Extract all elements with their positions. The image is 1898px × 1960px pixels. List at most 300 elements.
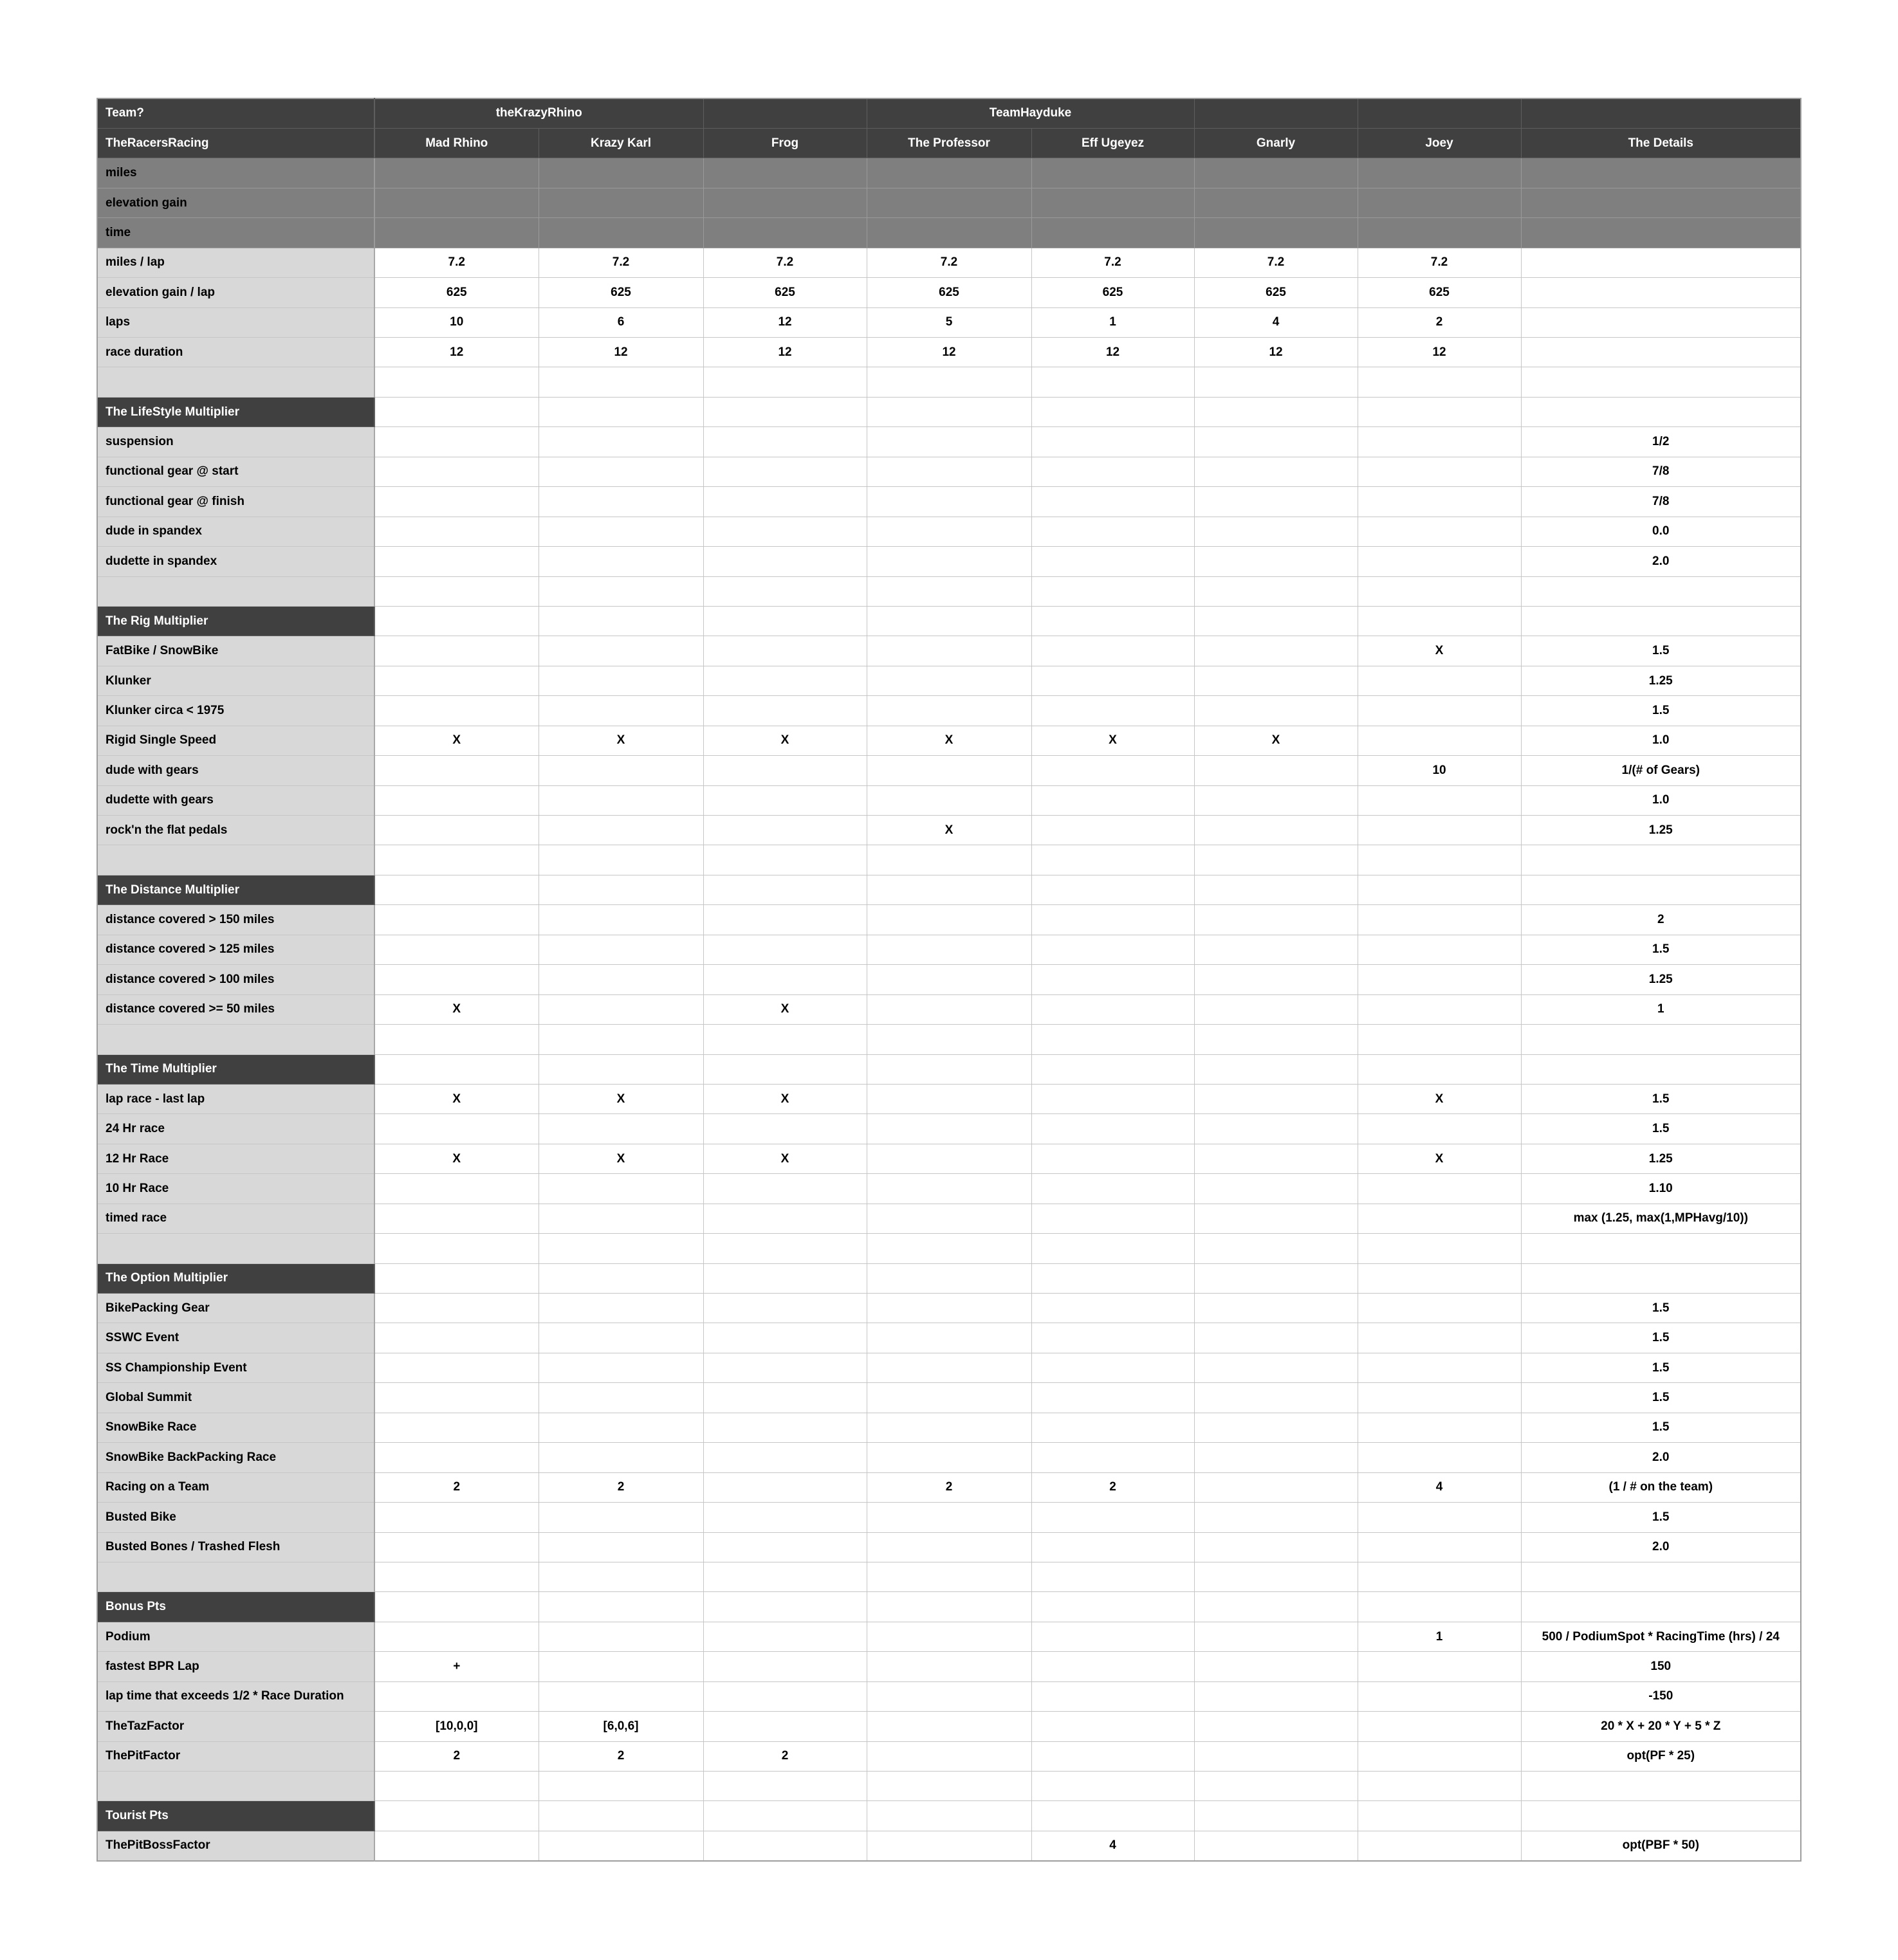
column-header-cell: The Professor <box>867 128 1031 158</box>
details-cell <box>1521 1592 1801 1622</box>
racer-value-cell <box>867 397 1031 426</box>
racer-value-cell <box>703 1323 867 1353</box>
racer-value-cell <box>703 188 867 217</box>
racer-value-cell <box>374 1532 539 1562</box>
row-label: 10 Hr Race <box>97 1174 374 1204</box>
racer-value-cell <box>703 696 867 726</box>
racer-value-cell <box>539 1114 703 1144</box>
details-cell: 1.5 <box>1521 1294 1801 1323</box>
details-cell: 1.5 <box>1521 636 1801 666</box>
racer-value-cell <box>867 1712 1031 1741</box>
racer-value-cell <box>374 1443 539 1472</box>
racer-value-cell <box>703 1294 867 1323</box>
table-row-data <box>97 487 1801 517</box>
section-header-label: The Rig Multiplier <box>97 606 374 636</box>
racer-value-cell <box>1358 188 1521 217</box>
racer-value-cell: 12 <box>539 338 703 367</box>
racer-value-cell: 4 <box>1358 1472 1521 1502</box>
racer-value-cell <box>374 1592 539 1622</box>
racer-value-cell <box>1194 935 1358 964</box>
table-row-data <box>97 1413 1801 1442</box>
racer-value-cell <box>1031 636 1194 666</box>
racer-value-cell <box>1031 845 1194 875</box>
racer-value-cell <box>1358 517 1521 546</box>
racer-value-cell <box>1194 158 1358 188</box>
racer-value-cell <box>1358 1801 1521 1831</box>
table-row-data <box>97 1084 1801 1113</box>
table-body <box>97 158 1801 1861</box>
racer-value-cell <box>703 1413 867 1442</box>
racer-value-cell <box>1358 1741 1521 1771</box>
racer-value-cell <box>703 1234 867 1263</box>
racer-value-cell <box>1031 875 1194 904</box>
details-cell: 150 <box>1521 1652 1801 1681</box>
racer-value-cell <box>703 1353 867 1382</box>
racer-value-cell: 10 <box>374 307 539 337</box>
racer-value-cell <box>1194 845 1358 875</box>
racer-value-cell: 2 <box>539 1472 703 1502</box>
racer-value-cell: 4 <box>1031 1831 1194 1860</box>
racer-value-cell <box>374 218 539 248</box>
racer-value-cell <box>1194 1263 1358 1293</box>
racer-value-cell <box>1031 457 1194 486</box>
team-header-label: Team? <box>97 98 374 128</box>
racer-value-cell <box>539 1443 703 1472</box>
details-cell: 2.0 <box>1521 547 1801 576</box>
details-cell <box>1521 158 1801 188</box>
racer-value-cell <box>374 696 539 726</box>
table-row-data <box>97 1353 1801 1382</box>
racer-value-cell <box>867 1443 1031 1472</box>
racer-value-cell <box>703 517 867 546</box>
table-row-data <box>97 1443 1801 1472</box>
table-row-section <box>97 1801 1801 1831</box>
racer-value-cell <box>539 1681 703 1711</box>
racer-value-cell <box>539 1831 703 1860</box>
table-row-section <box>97 875 1801 904</box>
racer-value-cell: X <box>1031 726 1194 755</box>
row-label: ThePitBossFactor <box>97 1831 374 1860</box>
racer-value-cell <box>539 756 703 785</box>
racer-value-cell <box>539 397 703 426</box>
row-label: lap race - last lap <box>97 1084 374 1113</box>
racer-value-cell <box>1031 1562 1194 1591</box>
details-cell <box>1521 248 1801 277</box>
row-label: rock'n the flat pedals <box>97 816 374 845</box>
racer-value-cell <box>1031 816 1194 845</box>
racer-value-cell <box>703 1025 867 1054</box>
section-header-label: The Time Multiplier <box>97 1054 374 1084</box>
table-row-data <box>97 278 1801 307</box>
table-row-section <box>97 606 1801 636</box>
racer-value-cell <box>374 487 539 517</box>
team-group-cell <box>1194 98 1358 128</box>
racer-value-cell: X <box>374 994 539 1024</box>
racer-value-cell <box>1194 367 1358 397</box>
racer-value-cell <box>1358 1592 1521 1622</box>
table-row-data <box>97 696 1801 726</box>
racer-value-cell: X <box>703 1144 867 1173</box>
details-cell <box>1521 1801 1801 1831</box>
racer-value-cell <box>703 1383 867 1413</box>
racer-value-cell <box>1358 1712 1521 1741</box>
racer-value-cell: 625 <box>1194 278 1358 307</box>
racer-value-cell: 12 <box>374 338 539 367</box>
racer-value-cell <box>1358 1174 1521 1204</box>
racer-value-cell <box>703 397 867 426</box>
racer-value-cell <box>374 1353 539 1382</box>
racer-value-cell <box>1194 696 1358 726</box>
details-cell <box>1521 218 1801 248</box>
table-row-spacer <box>97 1234 1801 1263</box>
racer-value-cell <box>867 1652 1031 1681</box>
table-row-data <box>97 338 1801 367</box>
racer-value-cell <box>867 1622 1031 1651</box>
racer-value-cell <box>867 1054 1031 1084</box>
racer-value-cell: 625 <box>374 278 539 307</box>
table-row-data <box>97 1204 1801 1233</box>
details-cell: max (1.25, max(1,MPHavg/10)) <box>1521 1204 1801 1233</box>
racer-value-cell <box>1358 1353 1521 1382</box>
racer-value-cell <box>1194 1741 1358 1771</box>
details-cell <box>1521 1263 1801 1293</box>
details-cell: 1.5 <box>1521 1383 1801 1413</box>
racer-value-cell <box>1194 1084 1358 1113</box>
racer-value-cell <box>703 905 867 935</box>
racer-value-cell: 2 <box>1031 1472 1194 1502</box>
table-row-data <box>97 1472 1801 1502</box>
racer-value-cell <box>1031 188 1194 217</box>
racer-value-cell <box>1194 1472 1358 1502</box>
table-row-data <box>97 547 1801 576</box>
table-row-band <box>97 188 1801 217</box>
racer-value-cell <box>1194 816 1358 845</box>
row-label: dude with gears <box>97 756 374 785</box>
table-row-data <box>97 1712 1801 1741</box>
racer-value-cell <box>374 1234 539 1263</box>
racer-value-cell <box>539 457 703 486</box>
racer-value-cell <box>867 1353 1031 1382</box>
row-label: Busted Bike <box>97 1503 374 1532</box>
racer-value-cell <box>703 875 867 904</box>
row-label: SnowBike BackPacking Race <box>97 1443 374 1472</box>
table-row-section <box>97 1054 1801 1084</box>
row-label: SnowBike Race <box>97 1413 374 1442</box>
row-label: elevation gain / lap <box>97 278 374 307</box>
row-label <box>97 576 374 606</box>
row-label: TheTazFactor <box>97 1712 374 1741</box>
row-label: lap time that exceeds 1/2 * Race Duration <box>97 1681 374 1711</box>
racer-value-cell <box>374 427 539 457</box>
racer-value-cell <box>1194 1025 1358 1054</box>
racer-value-cell: X <box>539 1144 703 1173</box>
racer-value-cell <box>1194 1204 1358 1233</box>
racer-value-cell <box>1194 1652 1358 1681</box>
row-label: suspension <box>97 427 374 457</box>
table-row-data <box>97 427 1801 457</box>
racer-value-cell <box>867 1772 1031 1801</box>
racer-value-cell: 2 <box>374 1741 539 1771</box>
racer-value-cell: X <box>539 726 703 755</box>
details-cell <box>1521 338 1801 367</box>
details-cell <box>1521 845 1801 875</box>
racer-value-cell <box>1031 1144 1194 1173</box>
racer-value-cell: X <box>703 726 867 755</box>
table-row-data <box>97 1831 1801 1860</box>
racer-value-cell <box>1194 606 1358 636</box>
racer-value-cell <box>374 547 539 576</box>
table-row-data <box>97 1144 1801 1173</box>
racer-value-cell <box>374 188 539 217</box>
section-header-label: Tourist Pts <box>97 1801 374 1831</box>
racer-value-cell <box>539 905 703 935</box>
racer-value-cell <box>703 1831 867 1860</box>
racer-value-cell <box>1031 606 1194 636</box>
racer-value-cell <box>1031 397 1194 426</box>
racer-value-cell <box>539 547 703 576</box>
racer-value-cell <box>539 576 703 606</box>
racer-value-cell <box>539 367 703 397</box>
racer-value-cell <box>1194 218 1358 248</box>
racer-value-cell <box>703 1054 867 1084</box>
table-row-data <box>97 965 1801 994</box>
racer-value-cell <box>1358 994 1521 1024</box>
racer-value-cell <box>1194 576 1358 606</box>
racer-value-cell <box>539 1234 703 1263</box>
row-label <box>97 845 374 875</box>
racer-value-cell <box>1358 726 1521 755</box>
row-label <box>97 1772 374 1801</box>
racer-value-cell <box>1194 1443 1358 1472</box>
racer-value-cell <box>703 427 867 457</box>
table-row-section <box>97 1592 1801 1622</box>
racer-value-cell <box>1031 696 1194 726</box>
racer-value-cell <box>867 606 1031 636</box>
table-row-data <box>97 457 1801 486</box>
table-row-band <box>97 158 1801 188</box>
row-label: 12 Hr Race <box>97 1144 374 1173</box>
racer-value-cell <box>867 1562 1031 1591</box>
racer-value-cell <box>867 1383 1031 1413</box>
racer-value-cell: 2 <box>867 1472 1031 1502</box>
details-cell: 2.0 <box>1521 1443 1801 1472</box>
details-cell: 2.0 <box>1521 1532 1801 1562</box>
details-cell <box>1521 278 1801 307</box>
racers-header-label: TheRacersRacing <box>97 128 374 158</box>
racer-value-cell <box>703 457 867 486</box>
racer-value-cell <box>1194 1174 1358 1204</box>
racer-value-cell <box>867 1204 1031 1233</box>
racer-value-cell <box>703 576 867 606</box>
racer-value-cell <box>1358 427 1521 457</box>
racer-value-cell <box>1358 1413 1521 1442</box>
racer-value-cell <box>703 1772 867 1801</box>
racer-value-cell <box>374 1294 539 1323</box>
racer-value-cell <box>703 218 867 248</box>
details-cell: 7/8 <box>1521 487 1801 517</box>
racer-value-cell <box>1358 1263 1521 1293</box>
racer-value-cell <box>539 1622 703 1651</box>
racer-value-cell: 2 <box>539 1741 703 1771</box>
racer-value-cell <box>1358 218 1521 248</box>
race-scoring-sheet <box>97 98 1801 1862</box>
row-label <box>97 367 374 397</box>
table-row-data <box>97 1652 1801 1681</box>
details-cell <box>1521 875 1801 904</box>
details-cell: 1.0 <box>1521 785 1801 815</box>
details-cell: 500 / PodiumSpot * RacingTime (hrs) / 24 <box>1521 1622 1801 1651</box>
racer-value-cell <box>1358 1652 1521 1681</box>
racer-value-cell <box>539 1054 703 1084</box>
racer-value-cell <box>1194 188 1358 217</box>
racer-value-cell <box>374 1263 539 1293</box>
racer-value-cell: X <box>539 1084 703 1113</box>
racer-value-cell <box>1358 487 1521 517</box>
racer-value-cell <box>867 367 1031 397</box>
racer-value-cell <box>1358 1831 1521 1860</box>
table-row-data <box>97 1532 1801 1562</box>
racer-value-cell <box>1194 636 1358 666</box>
racer-value-cell <box>867 1592 1031 1622</box>
column-header-cell: The Details <box>1521 128 1801 158</box>
racer-value-cell <box>374 905 539 935</box>
racer-value-cell <box>1031 1323 1194 1353</box>
racer-value-cell <box>1031 1054 1194 1084</box>
racer-value-cell: X <box>1358 1144 1521 1173</box>
racer-value-cell <box>539 816 703 845</box>
racer-value-cell: 5 <box>867 307 1031 337</box>
racer-value-cell <box>374 517 539 546</box>
racer-value-cell <box>1194 1592 1358 1622</box>
racer-value-cell <box>867 517 1031 546</box>
racer-value-cell <box>1031 1204 1194 1233</box>
table-row-spacer <box>97 1562 1801 1591</box>
racer-value-cell <box>539 845 703 875</box>
racer-value-cell <box>374 576 539 606</box>
racer-value-cell <box>1358 1294 1521 1323</box>
column-header-cell: Joey <box>1358 128 1521 158</box>
racer-value-cell <box>1031 1503 1194 1532</box>
column-header-cell: Frog <box>703 128 867 158</box>
racer-value-cell <box>1031 487 1194 517</box>
racer-value-cell <box>539 994 703 1024</box>
racer-value-cell <box>703 1114 867 1144</box>
racer-value-cell <box>1194 1054 1358 1084</box>
details-cell: (1 / # on the team) <box>1521 1472 1801 1502</box>
row-label: functional gear @ finish <box>97 487 374 517</box>
details-cell: 1/2 <box>1521 427 1801 457</box>
racer-value-cell <box>1194 1323 1358 1353</box>
racer-value-cell <box>867 1174 1031 1204</box>
racer-value-cell: 2 <box>703 1741 867 1771</box>
racer-value-cell <box>703 547 867 576</box>
row-label: distance covered > 150 miles <box>97 905 374 935</box>
racer-value-cell <box>1194 1503 1358 1532</box>
racer-value-cell: 625 <box>1031 278 1194 307</box>
racer-value-cell: 7.2 <box>1031 248 1194 277</box>
row-label: Klunker circa < 1975 <box>97 696 374 726</box>
row-label: miles / lap <box>97 248 374 277</box>
table-row-data <box>97 905 1801 935</box>
racer-value-cell <box>1358 1383 1521 1413</box>
racer-value-cell <box>867 1831 1031 1860</box>
table-row-data <box>97 1294 1801 1323</box>
racer-value-cell <box>1194 965 1358 994</box>
racer-value-cell <box>1194 1234 1358 1263</box>
racer-value-cell <box>867 785 1031 815</box>
racer-value-cell <box>703 367 867 397</box>
racer-value-cell <box>1358 1054 1521 1084</box>
racer-value-cell <box>867 965 1031 994</box>
racer-value-cell: X <box>1358 1084 1521 1113</box>
racer-value-cell: 1 <box>1031 307 1194 337</box>
racer-value-cell <box>374 1562 539 1591</box>
racer-value-cell <box>867 1144 1031 1173</box>
racer-value-cell <box>1358 547 1521 576</box>
racer-value-cell <box>1194 756 1358 785</box>
racer-value-cell <box>539 1532 703 1562</box>
details-cell: 1.5 <box>1521 1114 1801 1144</box>
racer-value-cell: 2 <box>1358 307 1521 337</box>
details-cell: 1 <box>1521 994 1801 1024</box>
details-cell: 1.5 <box>1521 1413 1801 1442</box>
racer-value-cell <box>1358 935 1521 964</box>
racer-value-cell <box>374 666 539 695</box>
racer-value-cell <box>867 487 1031 517</box>
section-header-label: The Distance Multiplier <box>97 875 374 904</box>
racer-value-cell <box>703 845 867 875</box>
racer-value-cell <box>867 875 1031 904</box>
table-row-data <box>97 785 1801 815</box>
racer-value-cell <box>374 1204 539 1233</box>
details-cell <box>1521 576 1801 606</box>
details-cell: opt(PF * 25) <box>1521 1741 1801 1771</box>
table-row-spacer <box>97 367 1801 397</box>
racer-value-cell <box>374 397 539 426</box>
racer-value-cell <box>374 965 539 994</box>
racer-value-cell <box>1194 397 1358 426</box>
table-row-spacer <box>97 1772 1801 1801</box>
racer-value-cell <box>1031 517 1194 546</box>
details-cell: 1/(# of Gears) <box>1521 756 1801 785</box>
racer-value-cell <box>867 547 1031 576</box>
racer-value-cell <box>867 756 1031 785</box>
table-row-data <box>97 517 1801 546</box>
racer-value-cell <box>867 696 1031 726</box>
details-cell: 1.25 <box>1521 666 1801 695</box>
racer-value-cell <box>539 1592 703 1622</box>
racer-value-cell <box>539 158 703 188</box>
row-label: Klunker <box>97 666 374 695</box>
racer-value-cell <box>867 1413 1031 1442</box>
racer-value-cell <box>1031 1383 1194 1413</box>
racer-value-cell <box>1031 994 1194 1024</box>
racer-value-cell: 625 <box>703 278 867 307</box>
row-label: distance covered > 100 miles <box>97 965 374 994</box>
racer-value-cell <box>1194 1413 1358 1442</box>
racer-value-cell <box>1031 218 1194 248</box>
racer-value-cell: [10,0,0] <box>374 1712 539 1741</box>
racer-value-cell <box>1031 1772 1194 1801</box>
details-cell <box>1521 1562 1801 1591</box>
table-row-band <box>97 218 1801 248</box>
racer-value-cell <box>1194 994 1358 1024</box>
racer-value-cell <box>1358 666 1521 695</box>
racer-value-cell <box>1194 1353 1358 1382</box>
racer-value-cell <box>1031 935 1194 964</box>
racer-value-cell <box>374 1503 539 1532</box>
table-row-data <box>97 1174 1801 1204</box>
